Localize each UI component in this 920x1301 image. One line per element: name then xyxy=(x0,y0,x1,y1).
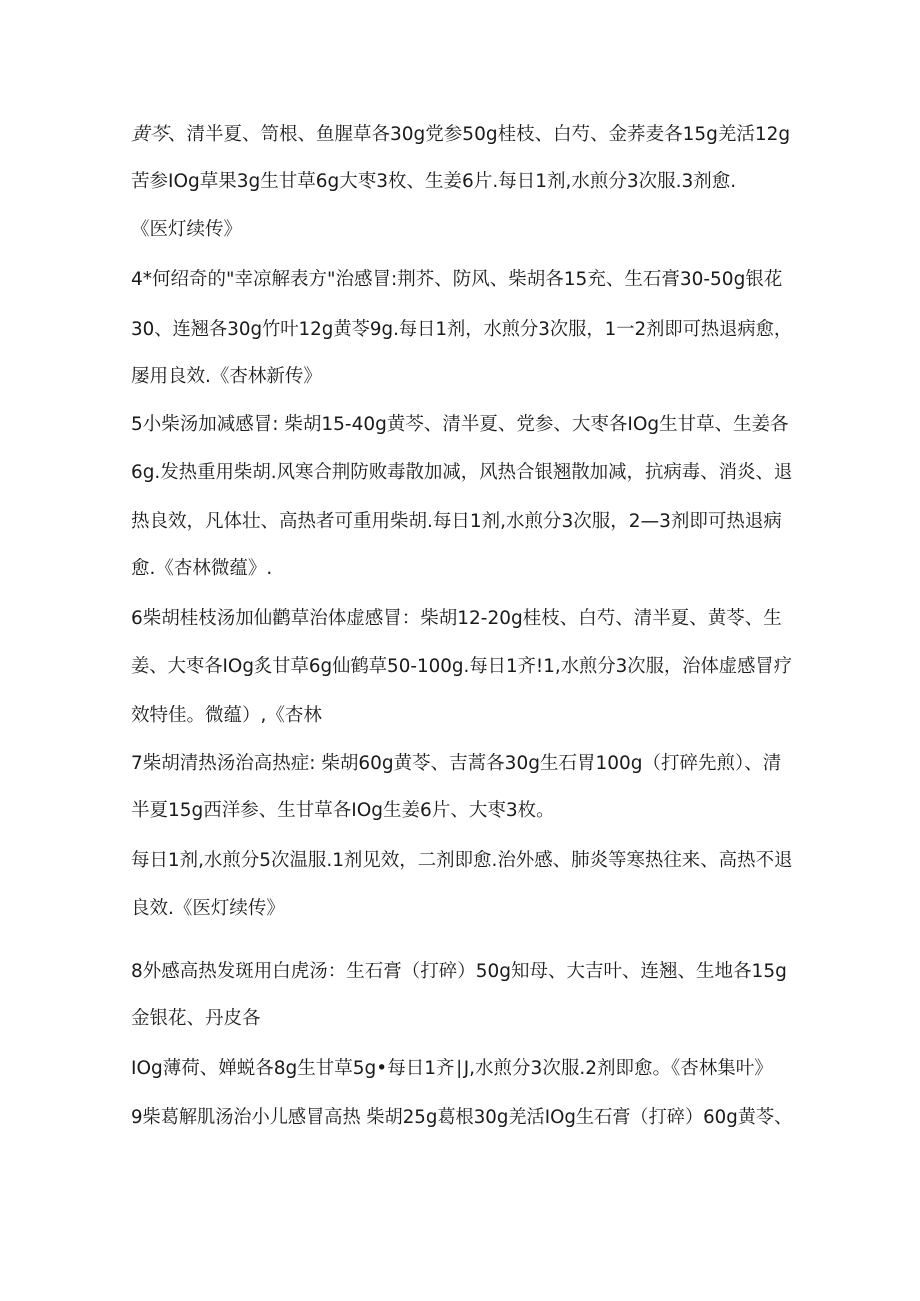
text-line-21-body: 9柴葛解肌汤治小儿感冒高热 柴胡25g葛根30g羌活IOg生石膏（打碎）60g黄苓、 xyxy=(131,1107,793,1128)
text-line-12 xyxy=(131,655,792,679)
text-line-1-italic: 黄芩 xyxy=(131,124,169,145)
text-line-9 xyxy=(131,510,782,534)
text-line-15 xyxy=(131,799,555,823)
text-line-6 xyxy=(131,365,322,389)
text-line-4-body: 4*何绍奇的"幸凉解表方"治感冒:荆芥、防风、柴胡各15充、生石膏30-50g银花 xyxy=(131,269,783,290)
text-line-7 xyxy=(131,413,789,437)
text-line-18-body: 8外感高热发斑用白虎汤：生石膏（打碎）50g知母、大吉叶、连翘、生地各15g xyxy=(131,961,787,982)
text-line-17 xyxy=(131,897,285,921)
text-line-20 xyxy=(131,1057,773,1081)
text-line-1-body: 、清半夏、笥根、鱼腥草各30g党参50g桂枝、白芍、金荞麦各15g羌活12g xyxy=(168,124,791,145)
text-line-12-body: 姜、大枣各IOg炙甘草6g仙鹤草50-100g.每日1齐!1,水煎分3次服，治体虚感冒疗 xyxy=(131,656,793,677)
text-line-15-body: 半夏15g西洋参、生甘草各IOg生姜6片、大枣3枚。 xyxy=(131,800,555,821)
text-line-17-body: 良效.《医灯续传》 xyxy=(131,898,285,919)
text-line-2-body: 苦参IOg草果3g生甘草6g大枣3枚、生姜6片.每日1剂,水煎分3次服.3剂愈. xyxy=(131,171,737,192)
text-line-3-body: 《医灯续传》 xyxy=(131,219,243,240)
text-line-16 xyxy=(131,849,792,873)
text-line-21 xyxy=(131,1106,792,1130)
text-line-2 xyxy=(131,170,736,194)
text-line-11 xyxy=(131,607,782,631)
text-line-16-body: 每日1剂,水煎分5次温服.1剂见效，二剂即愈.治外感、肺炎等寒热往来、高热不退 xyxy=(131,850,793,871)
text-line-14-body: 7柴胡清热汤治高热症: 柴胡60g黄苓、吉蒿各30g生石胃100g（打碎先煎）、清 xyxy=(131,753,782,774)
text-line-1 xyxy=(131,123,790,147)
text-line-18 xyxy=(131,960,787,984)
text-line-8-body: 6g.发热重用柴胡.风寒合荆防败毒散加减，风热合银翘散加减，抗病毒、消炎、退 xyxy=(131,462,793,483)
text-line-19-body: 金银花、丹皮各 xyxy=(131,1008,261,1029)
text-line-13 xyxy=(131,704,322,728)
text-line-10 xyxy=(131,557,272,581)
text-line-4 xyxy=(131,268,782,292)
text-line-20-body: IOg薄荷、婵蜕各8g生甘草5g•每日1齐∣J,水煎分3次服.2剂即愈。《杏林集叶》 xyxy=(131,1058,773,1079)
text-line-5 xyxy=(131,318,792,342)
text-line-10-body: 愈.《杏林微蕴》. xyxy=(131,558,273,579)
text-line-6-body: 屡用良效.《杏林新传》 xyxy=(131,366,322,387)
text-line-11-body: 6柴胡桂枝汤加仙鹳草治体虚感冒：柴胡12-20g桂枝、白芍、清半夏、黄苓、生 xyxy=(131,608,782,629)
text-line-7-body: 5小柴汤加减感冒: 柴胡15-40g黄芩、清半夏、党参、大枣各IOg生甘草、生姜各 xyxy=(131,414,789,435)
text-line-14 xyxy=(131,752,781,776)
text-line-8 xyxy=(131,461,792,485)
text-line-13-body: 效特佳。微蕴）,《杏林 xyxy=(131,705,322,726)
text-line-9-body: 热良效，凡体壮、高热者可重用柴胡.每日1剂,水煎分3次服，2—3剂即可热退病 xyxy=(131,511,782,532)
text-line-19 xyxy=(131,1007,261,1031)
text-line-3 xyxy=(131,218,242,242)
text-line-5-body: 30、连翘各30g竹叶12g黄苓9g.每日1剂，水煎分3次服，1一2剂即可热退病愈， xyxy=(131,319,793,340)
